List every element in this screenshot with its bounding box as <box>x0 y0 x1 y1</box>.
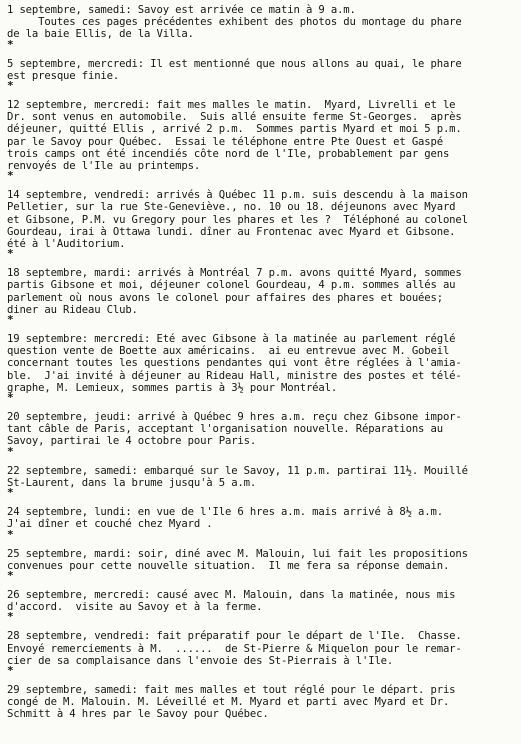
entry-separator-asterisk: * <box>7 486 14 500</box>
entry-line: 19 septembre: mercredi: Eté avec Gibsone à la matinée au parlement réglé <box>7 333 456 346</box>
entry-separator-asterisk: * <box>7 169 14 183</box>
entry-line: 14 septembre, vendredi: arrivés à Québec 11 p.m. suis descendu à la maison <box>7 189 468 202</box>
entry-line: Toutes ces pages précédentes exhibent des photos du montage du phare <box>7 16 462 29</box>
diary-entry <box>7 547 515 582</box>
diary-entry <box>7 57 515 93</box>
entry-line: diner au Rideau Club. <box>7 303 138 316</box>
entry-separator-asterisk: * <box>7 527 14 541</box>
entry-separator-asterisk: * <box>7 37 14 51</box>
entry-line: 1 septembre, samedi: Savoy est arrivée ce matin à 9 a.m. <box>7 4 356 16</box>
diary-entry <box>7 506 515 541</box>
entry-line: Gourdeau, irai à Ottawa lundi. dîner au Frontenac avec Myard et Gibsone. <box>7 225 456 238</box>
entry-separator-asterisk: * <box>7 568 14 582</box>
entry-line: 28 septembre, vendredi: fait préparatif pour le départ de l'Ile. Chasse. <box>7 630 462 643</box>
entry-line: Dr. sont venus en automobile. Suis allé ensuite ferme St-Georges. après <box>7 111 462 124</box>
diary-entry <box>7 684 515 721</box>
entry-line: parlement où nous avons le colonel pour affaires des phares et bouées; <box>7 291 443 304</box>
entry-line: question vente de Boette aux américains. ai eu entrevue avec M. Gobeil <box>7 345 450 358</box>
entry-line: 26 septembre, mercredi: causé avec M. Malouin, dans la matinée, nous mis <box>7 588 456 601</box>
entry-line: partis Gibsone et moi, déjeuner colonel Gourdeau, 4 p.m. sommes allés au <box>7 279 456 292</box>
diary-entry <box>7 333 515 405</box>
diary-entry <box>7 4 515 51</box>
entry-line: 12 septembre, mercredi: fait mes malles le matin. Myard, Livrelli et le <box>7 99 456 112</box>
diary-entry <box>7 411 515 458</box>
diary-entry <box>7 464 515 500</box>
entry-line: congé de M. Malouin. M. Léveillé et M. Myard et parti avec Myard et Dr. <box>7 696 450 709</box>
entry-separator-asterisk: * <box>7 79 14 93</box>
entry-line: graphe, M. Lemieux, sommes partis à 3½ pour Montréal. <box>7 381 338 394</box>
entry-line: 25 septembre, mardi: soir, diné avec M. Malouin, lui fait les propositions <box>7 547 468 560</box>
entry-line: convenues pour cette nouvelle situation. Il me fera sa réponse demain. <box>7 559 450 572</box>
entry-line: 20 septembre, jeudi: arrivé à Québec 9 hres a.m. reçu chez Gibsone impor- <box>7 411 462 424</box>
entry-separator-asterisk: * <box>7 663 14 677</box>
entry-separator-asterisk: * <box>7 610 14 624</box>
entry-line: été à l'Auditorium. <box>7 238 126 251</box>
entry-line: Savoy, partirai le 4 octobre pour Paris. <box>7 435 257 448</box>
diary-entries <box>7 4 515 721</box>
entry-line: 24 septembre, lundi: en vue de l'Ile 6 hres a.m. mais arrivé à 8½ a.m. <box>7 506 443 519</box>
entry-line: est presque finie. <box>7 69 120 82</box>
entry-line: J'ai dîner et couché chez Myard . <box>7 518 213 531</box>
entry-line: 22 septembre, samedi: embarqué sur le Savoy, 11 p.m. partirai 11½. Mouillé <box>7 464 468 477</box>
entry-line: déjeuner, quitté Ellis , arrivé 2 p.m. Sommes partis Myard et moi 5 p.m. <box>7 123 462 136</box>
entry-separator-asterisk: * <box>7 313 14 327</box>
entry-line: Envoyé remerciements à M. ...... de St-Pierre & Miquelon pour le remar- <box>7 642 462 655</box>
entry-line: 5 septembre, mercredi: Il est mentionné que nous allons au quai, le phare <box>7 57 462 70</box>
entry-line: et Gibsone, P.M. vu Gregory pour les phares et les ? Téléphoné au colonel <box>7 213 468 226</box>
entry-line: cier de sa complaisance dans l'envoie des St-Pierrais à l'Ile. <box>7 654 394 667</box>
diary-entry <box>7 588 515 624</box>
entry-line: renvoyés de l'Ile au printemps. <box>7 160 201 173</box>
diary-entry <box>7 267 515 327</box>
entry-separator-asterisk: * <box>7 391 14 405</box>
entry-line: de la baie Ellis, de la Villa. <box>7 28 194 41</box>
entry-separator-asterisk: * <box>7 444 14 458</box>
entry-line: St-Laurent, dans la brume jusqu'à 5 a.m. <box>7 476 257 489</box>
entry-line: ble. J'ai invité à déjeuner au Rideau Hall, ministre des postes et télé- <box>7 369 462 382</box>
entry-separator-asterisk: * <box>7 247 14 261</box>
entry-line: 18 septembre, mardi: arrivés à Montréal 7 p.m. avons quitté Myard, sommes <box>7 267 462 280</box>
entry-line: 29 septembre, samedi: fait mes malles et tout réglé pour le départ. pris <box>7 683 456 696</box>
entry-line: trois camps ont été incendiés côte nord de l'Ile, probablement par gens <box>7 147 450 160</box>
diary-entry <box>7 189 515 261</box>
entry-line: Pelletier, sur la rue Ste-Geneviève., no. 10 ou 18. déjeunons avec Myard <box>7 201 456 214</box>
entry-line: par le Savoy pour Québec. Essai le téléphone entre Pte Ouest et Gaspé <box>7 135 443 148</box>
diary-entry <box>7 630 515 677</box>
entry-line: concernant toutes les questions pendantes qui vont être réglées à l'amia- <box>7 357 462 370</box>
diary-entry <box>7 99 515 183</box>
entry-line: Schmitt à 4 hres par le Savoy pour Québec. <box>7 708 269 721</box>
entry-line: tant câble de Paris, acceptant l'organisation nouvelle. Réparations au <box>7 423 443 436</box>
entry-line: d'accord. visite au Savoy et à la ferme. <box>7 601 263 614</box>
